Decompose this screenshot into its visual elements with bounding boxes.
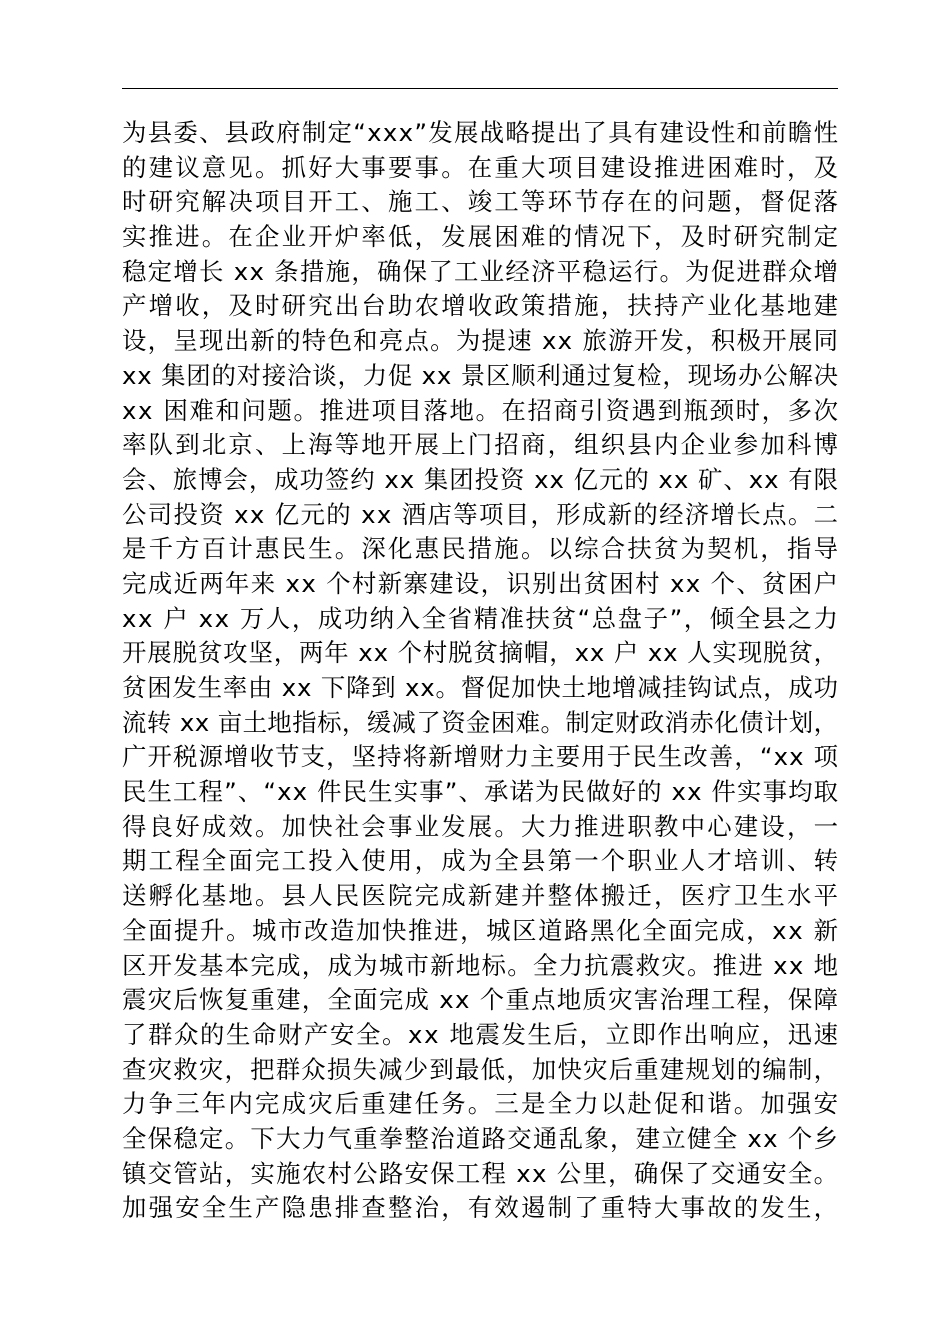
text-line: 镇交管站，实施农村公路安保工程 xx 公里，确保了交通安全。 [122, 1158, 840, 1188]
text-line: 力争三年内完成灾后重建任务。三是全力以赴促和谐。加强安 [122, 1089, 841, 1119]
text-line: 率队到北京、上海等地开展上门招商，组织县内企业参加科博 [122, 430, 841, 460]
text-line: 得良好成效。加快社会事业发展。大力推进职教中心建设，一 [122, 811, 841, 841]
text-line: 是千方百计惠民生。深化惠民措施。以综合扶贫为契机，指导 [122, 534, 841, 564]
text-line: 民生工程”、“xx 件民生实事”、承诺为民做好的 xx 件实事均取 [122, 777, 840, 807]
text-line: 设，呈现出新的特色和亮点。为提速 xx 旅游开发，积极开展同 [122, 326, 840, 356]
text-line: 开展脱贫攻坚，两年 xx 个村脱贫摘帽，xx 户 xx 人实现脱贫， [122, 638, 839, 668]
text-line: 送孵化基地。县人民医院完成新建并整体搬迁，医疗卫生水平 [122, 881, 841, 911]
text-line: 实推进。在企业开炉率低，发展困难的情况下，及时研究制定 [122, 222, 841, 252]
text-line: 全面提升。城市改造加快推进，城区道路黑化全面完成，xx 新 [122, 915, 840, 945]
text-line: 为县委、县政府制定“xxx”发展战略提出了具有建设性和前瞻性 [122, 118, 840, 147]
text-line: 区开发基本完成，成为城市新地标。全力抗震救灾。推进 xx 地 [122, 950, 840, 980]
text-line: 了群众的生命财产安全。xx 地震发生后，立即作出响应，迅速 [122, 1019, 840, 1049]
text-line: xx 户 xx 万人，成功纳入全省精准扶贫“总盘子”，倾全县之力 [122, 603, 840, 633]
text-line: 的建议意见。抓好大事要事。在重大项目建设推进困难时，及 [122, 152, 841, 182]
text-line: 查灾救灾，把群众损失减少到最低，加快灾后重建规划的编制， [122, 1054, 840, 1084]
text-line: 时研究解决项目开工、施工、竣工等环节存在的问题，督促落 [122, 187, 841, 217]
text-line: 加强安全生产隐患排查整治，有效遏制了重特大事故的发生， [122, 1193, 841, 1223]
body-paragraph [122, 116, 842, 1226]
text-line: 公司投资 xx 亿元的 xx 酒店等项目，形成新的经济增长点。二 [122, 499, 840, 529]
text-line: 产增收，及时研究出台助农增收政策措施，扶持产业化基地建 [122, 291, 841, 321]
text-line: xx 困难和问题。推进项目落地。在招商引资遇到瓶颈时，多次 [122, 395, 840, 425]
header-rule [122, 88, 838, 89]
text-line: xx 集团的对接洽谈，力促 xx 景区顺利通过复检，现场办公解决 [122, 360, 839, 390]
text-line: 稳定增长 xx 条措施，确保了工业经济平稳运行。为促进群众增 [122, 256, 840, 286]
text-line: 震灾后恢复重建，全面完成 xx 个重点地质灾害治理工程，保障 [122, 985, 840, 1015]
text-line: 全保稳定。下大力气重拳整治道路交通乱象，建立健全 xx 个乡 [122, 1123, 840, 1153]
text-line: 期工程全面完工投入使用，成为全县第一个职业人才培训、转 [122, 846, 841, 876]
text-line: 会、旅博会，成功签约 xx 集团投资 xx 亿元的 xx 矿、xx 有限 [122, 464, 839, 494]
text-line: 广开税源增收节支，坚持将新增财力主要用于民生改善，“xx 项 [122, 742, 840, 772]
text-line: 贫困发生率由 xx 下降到 xx。督促加快土地增减挂钩试点，成功 [122, 673, 839, 702]
text-line: 流转 xx 亩土地指标，缓减了资金困难。制定财政消赤化债计划， [122, 707, 839, 737]
text-line: 完成近两年来 xx 个村新寨建设，识别出贫困村 xx 个、贫困户 [122, 568, 840, 598]
